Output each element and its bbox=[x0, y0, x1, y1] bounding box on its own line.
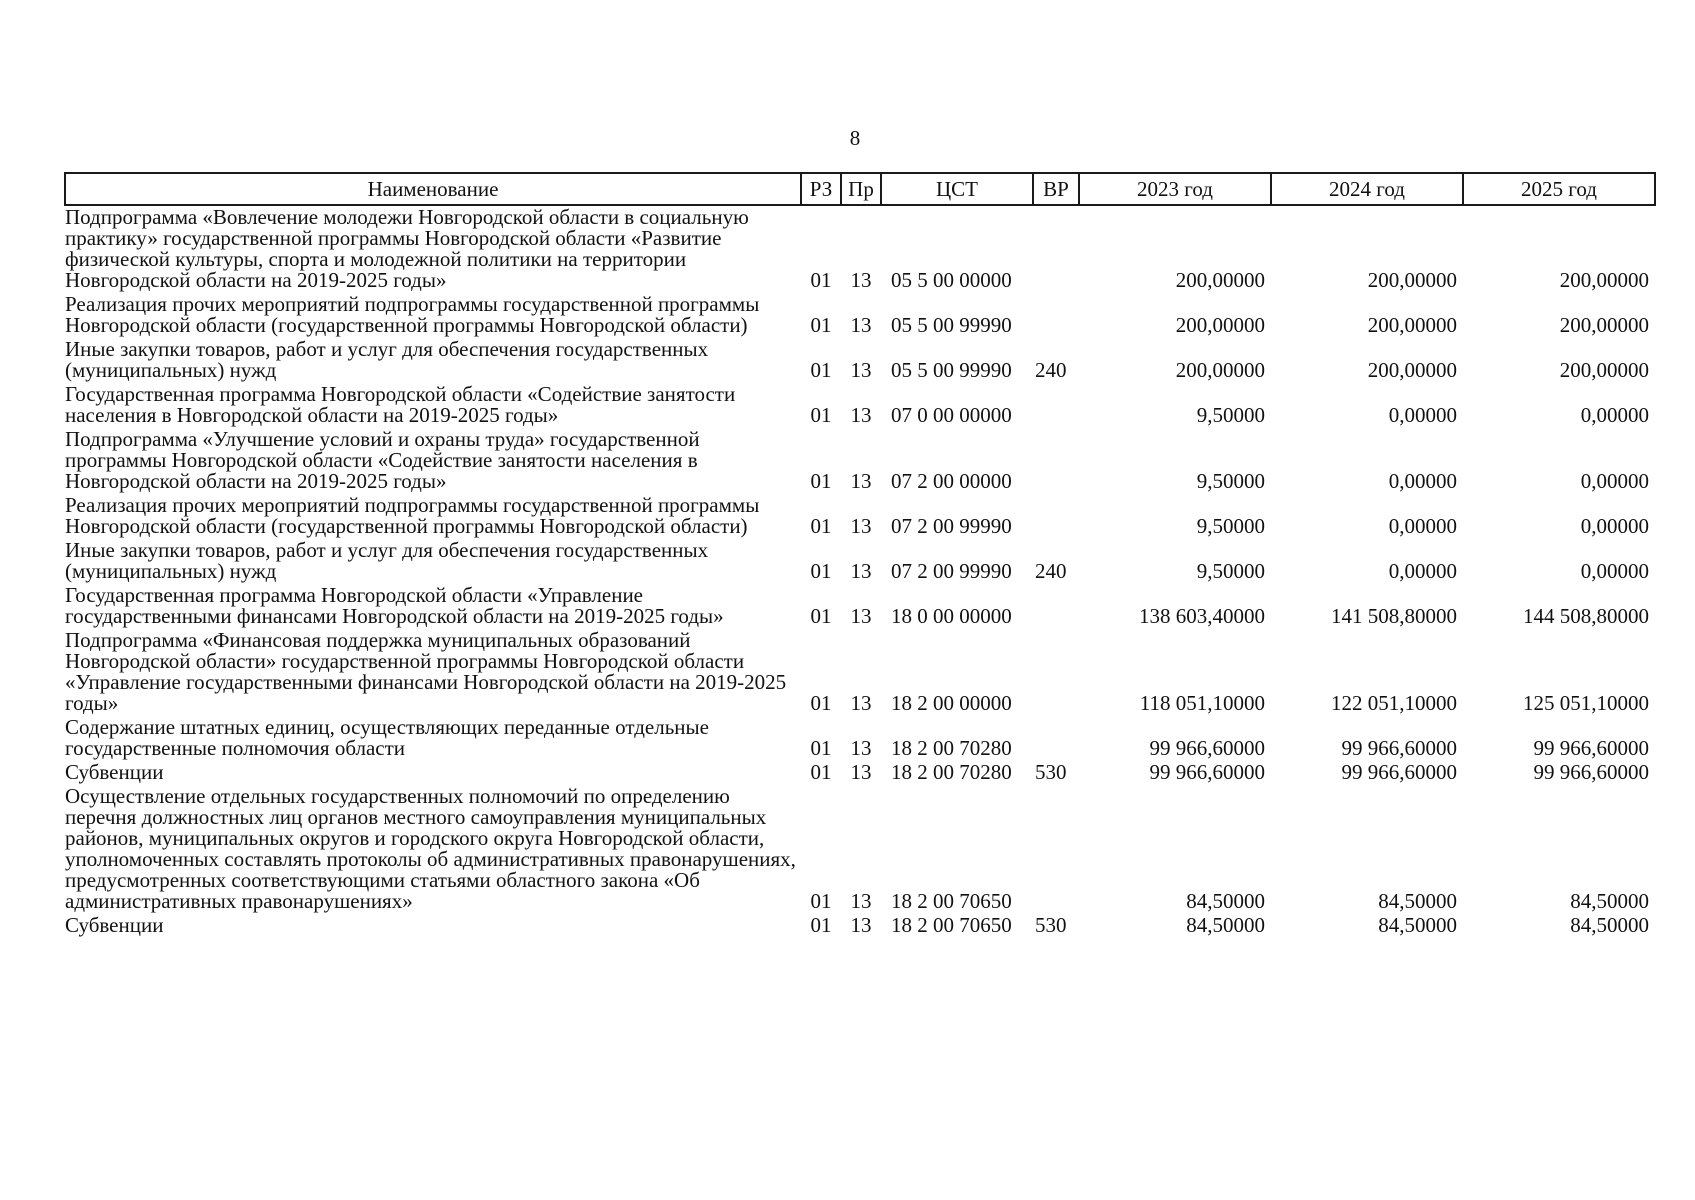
row-cst: 07 2 00 00000 bbox=[891, 469, 1012, 493]
row-2024: 122 051,10000 bbox=[1331, 691, 1457, 715]
row-2024: 200,00000 bbox=[1367, 313, 1457, 337]
row-name: Субвенции bbox=[65, 913, 164, 937]
row-cst: 18 2 00 70650 bbox=[891, 913, 1012, 937]
row-rz: 01 bbox=[810, 469, 832, 493]
table-row bbox=[65, 716, 1655, 761]
table-row bbox=[65, 629, 1655, 716]
row-2023: 99 966,60000 bbox=[1149, 736, 1265, 760]
row-vr bbox=[1033, 716, 1079, 761]
row-pr: 13 bbox=[850, 604, 872, 628]
header-rz: РЗ bbox=[801, 173, 841, 205]
row-2025: 200,00000 bbox=[1559, 358, 1649, 382]
row-2024: 84,50000 bbox=[1378, 913, 1457, 937]
row-2024: 141 508,80000 bbox=[1331, 604, 1457, 628]
row-name: Иные закупки товаров, работ и услуг для обеспечения государственных (муниципальных) нужд bbox=[65, 538, 709, 583]
header-2025: 2025 год bbox=[1463, 173, 1655, 205]
row-2023: 9,50000 bbox=[1196, 559, 1265, 583]
row-vr: 530 bbox=[1035, 913, 1067, 937]
row-name: Содержание штатных единиц, осуществляющих переданные отдельные государственные полномочия области bbox=[65, 715, 709, 760]
row-cst: 07 0 00 00000 bbox=[891, 403, 1012, 427]
row-cst: 18 2 00 70280 bbox=[891, 760, 1012, 784]
row-cst: 18 2 00 70280 bbox=[891, 736, 1012, 760]
page-number: 8 bbox=[849, 126, 861, 150]
row-2024: 84,50000 bbox=[1378, 889, 1457, 913]
row-2024: 99 966,60000 bbox=[1341, 736, 1457, 760]
table-row bbox=[65, 293, 1655, 338]
row-2025: 125 051,10000 bbox=[1523, 691, 1649, 715]
row-vr bbox=[1033, 428, 1079, 494]
row-rz: 01 bbox=[810, 736, 832, 760]
row-name: Осуществление отдельных государственных полномочий по определению перечня должностных лиц органов местного самоуправления муниципальных районов, муниципальных округов и городского округа Новгородской области, уполномоченных составлять протоколы об административных правонарушениях, предусмотренных соответствующими статьями областного закона «Об административных правонарушениях» bbox=[65, 784, 796, 913]
row-vr bbox=[1033, 383, 1079, 428]
row-2025: 200,00000 bbox=[1559, 313, 1649, 337]
row-cst: 07 2 00 99990 bbox=[891, 514, 1012, 538]
table-row bbox=[65, 539, 1655, 584]
row-pr: 13 bbox=[850, 403, 872, 427]
row-cst: 18 2 00 70650 bbox=[891, 889, 1012, 913]
row-2023: 200,00000 bbox=[1175, 268, 1265, 292]
header-pr: Пр bbox=[841, 173, 881, 205]
header-2024: 2024 год bbox=[1271, 173, 1463, 205]
row-cst: 18 2 00 00000 bbox=[891, 691, 1012, 715]
row-2025: 144 508,80000 bbox=[1523, 604, 1649, 628]
row-pr: 13 bbox=[850, 913, 872, 937]
row-rz: 01 bbox=[810, 691, 832, 715]
row-2025: 84,50000 bbox=[1570, 913, 1649, 937]
row-2023: 138 603,40000 bbox=[1139, 604, 1265, 628]
row-vr: 240 bbox=[1035, 559, 1067, 583]
table-row bbox=[65, 785, 1655, 914]
row-vr bbox=[1033, 584, 1079, 629]
row-cst: 18 0 00 00000 bbox=[891, 604, 1012, 628]
row-2025: 0,00000 bbox=[1580, 559, 1649, 583]
row-2024: 0,00000 bbox=[1388, 403, 1457, 427]
row-rz: 01 bbox=[810, 268, 832, 292]
table-row bbox=[65, 205, 1655, 293]
row-2024: 99 966,60000 bbox=[1341, 760, 1457, 784]
row-pr: 13 bbox=[850, 736, 872, 760]
row-2023: 200,00000 bbox=[1175, 313, 1265, 337]
row-name: Реализация прочих мероприятий подпрограммы государственной программы Новгородской области (государственной программы Новгородской области) bbox=[65, 292, 760, 337]
row-2025: 99 966,60000 bbox=[1533, 760, 1649, 784]
row-pr: 13 bbox=[850, 313, 872, 337]
row-2023: 9,50000 bbox=[1196, 403, 1265, 427]
row-name: Государственная программа Новгородской области «Содействие занятости населения в Новгородской области на 2019-2025 годы» bbox=[65, 382, 736, 427]
row-name: Иные закупки товаров, работ и услуг для обеспечения государственных (муниципальных) нужд bbox=[65, 337, 709, 382]
row-2023: 84,50000 bbox=[1186, 913, 1265, 937]
row-pr: 13 bbox=[850, 469, 872, 493]
header-vr: ВР bbox=[1033, 173, 1079, 205]
row-vr: 530 bbox=[1035, 760, 1067, 784]
row-2024: 200,00000 bbox=[1367, 358, 1457, 382]
row-cst: 05 5 00 99990 bbox=[891, 358, 1012, 382]
row-pr: 13 bbox=[850, 358, 872, 382]
row-vr: 240 bbox=[1035, 358, 1067, 382]
row-rz: 01 bbox=[810, 514, 832, 538]
row-pr: 13 bbox=[850, 760, 872, 784]
row-2024: 0,00000 bbox=[1388, 469, 1457, 493]
row-rz: 01 bbox=[810, 358, 832, 382]
row-2025: 0,00000 bbox=[1580, 514, 1649, 538]
row-pr: 13 bbox=[850, 559, 872, 583]
row-pr: 13 bbox=[850, 889, 872, 913]
table-row bbox=[65, 584, 1655, 629]
row-rz: 01 bbox=[810, 889, 832, 913]
row-2023: 118 051,10000 bbox=[1139, 691, 1265, 715]
header-row bbox=[65, 173, 1655, 205]
row-vr bbox=[1033, 293, 1079, 338]
row-cst: 07 2 00 99990 bbox=[891, 559, 1012, 583]
row-vr bbox=[1033, 629, 1079, 716]
row-cst: 05 5 00 99990 bbox=[891, 313, 1012, 337]
row-name: Подпрограмма «Улучшение условий и охраны труда» государственной программы Новгородской области «Содействие занятости населения в Новгородской области на 2019-2025 годы» bbox=[65, 427, 700, 493]
row-name: Реализация прочих мероприятий подпрограммы государственной программы Новгородской области (государственной программы Новгородской области) bbox=[65, 493, 760, 538]
header-name: Наименование bbox=[65, 173, 801, 205]
row-pr: 13 bbox=[850, 691, 872, 715]
table-row bbox=[65, 761, 1655, 785]
table-row bbox=[65, 338, 1655, 383]
table-row bbox=[65, 428, 1655, 494]
row-2024: 200,00000 bbox=[1367, 268, 1457, 292]
row-pr: 13 bbox=[850, 268, 872, 292]
row-vr bbox=[1033, 205, 1079, 293]
row-name: Подпрограмма «Вовлечение молодежи Новгородской области в социальную практику» государственной программы Новгородской области «Развитие физической культуры, спорта и молодежной политики на территории Новгородской области на 2019-2025 годы» bbox=[65, 205, 749, 292]
row-name: Подпрограмма «Финансовая поддержка муниципальных образований Новгородской области» государственной программы Новгородской области «Управление государственными финансами Новгородской области на 2019-2025 годы» bbox=[65, 628, 787, 715]
row-2025: 84,50000 bbox=[1570, 889, 1649, 913]
row-2023: 84,50000 bbox=[1186, 889, 1265, 913]
row-rz: 01 bbox=[810, 760, 832, 784]
row-rz: 01 bbox=[810, 913, 832, 937]
row-rz: 01 bbox=[810, 559, 832, 583]
table-header bbox=[65, 173, 1655, 205]
row-name: Государственная программа Новгородской области «Управление государственными финансами Новгородской области на 2019-2025 годы» bbox=[65, 583, 724, 628]
row-vr bbox=[1033, 785, 1079, 914]
row-2023: 99 966,60000 bbox=[1149, 760, 1265, 784]
row-2023: 9,50000 bbox=[1196, 514, 1265, 538]
table-row bbox=[65, 494, 1655, 539]
header-2023: 2023 год bbox=[1079, 173, 1271, 205]
table-row bbox=[65, 914, 1655, 938]
row-name: Субвенции bbox=[65, 760, 164, 784]
row-2025: 0,00000 bbox=[1580, 469, 1649, 493]
table-row bbox=[65, 383, 1655, 428]
row-rz: 01 bbox=[810, 403, 832, 427]
row-2024: 0,00000 bbox=[1388, 514, 1457, 538]
row-2024: 0,00000 bbox=[1388, 559, 1457, 583]
header-cst: ЦСТ bbox=[881, 173, 1033, 205]
row-2025: 200,00000 bbox=[1559, 268, 1649, 292]
row-2023: 9,50000 bbox=[1196, 469, 1265, 493]
row-2023: 200,00000 bbox=[1175, 358, 1265, 382]
table-body bbox=[65, 205, 1655, 938]
row-2025: 99 966,60000 bbox=[1533, 736, 1649, 760]
row-2025: 0,00000 bbox=[1580, 403, 1649, 427]
row-rz: 01 bbox=[810, 313, 832, 337]
row-rz: 01 bbox=[810, 604, 832, 628]
budget-table bbox=[64, 172, 1656, 938]
row-pr: 13 bbox=[850, 514, 872, 538]
row-vr bbox=[1033, 494, 1079, 539]
row-cst: 05 5 00 00000 bbox=[891, 268, 1012, 292]
